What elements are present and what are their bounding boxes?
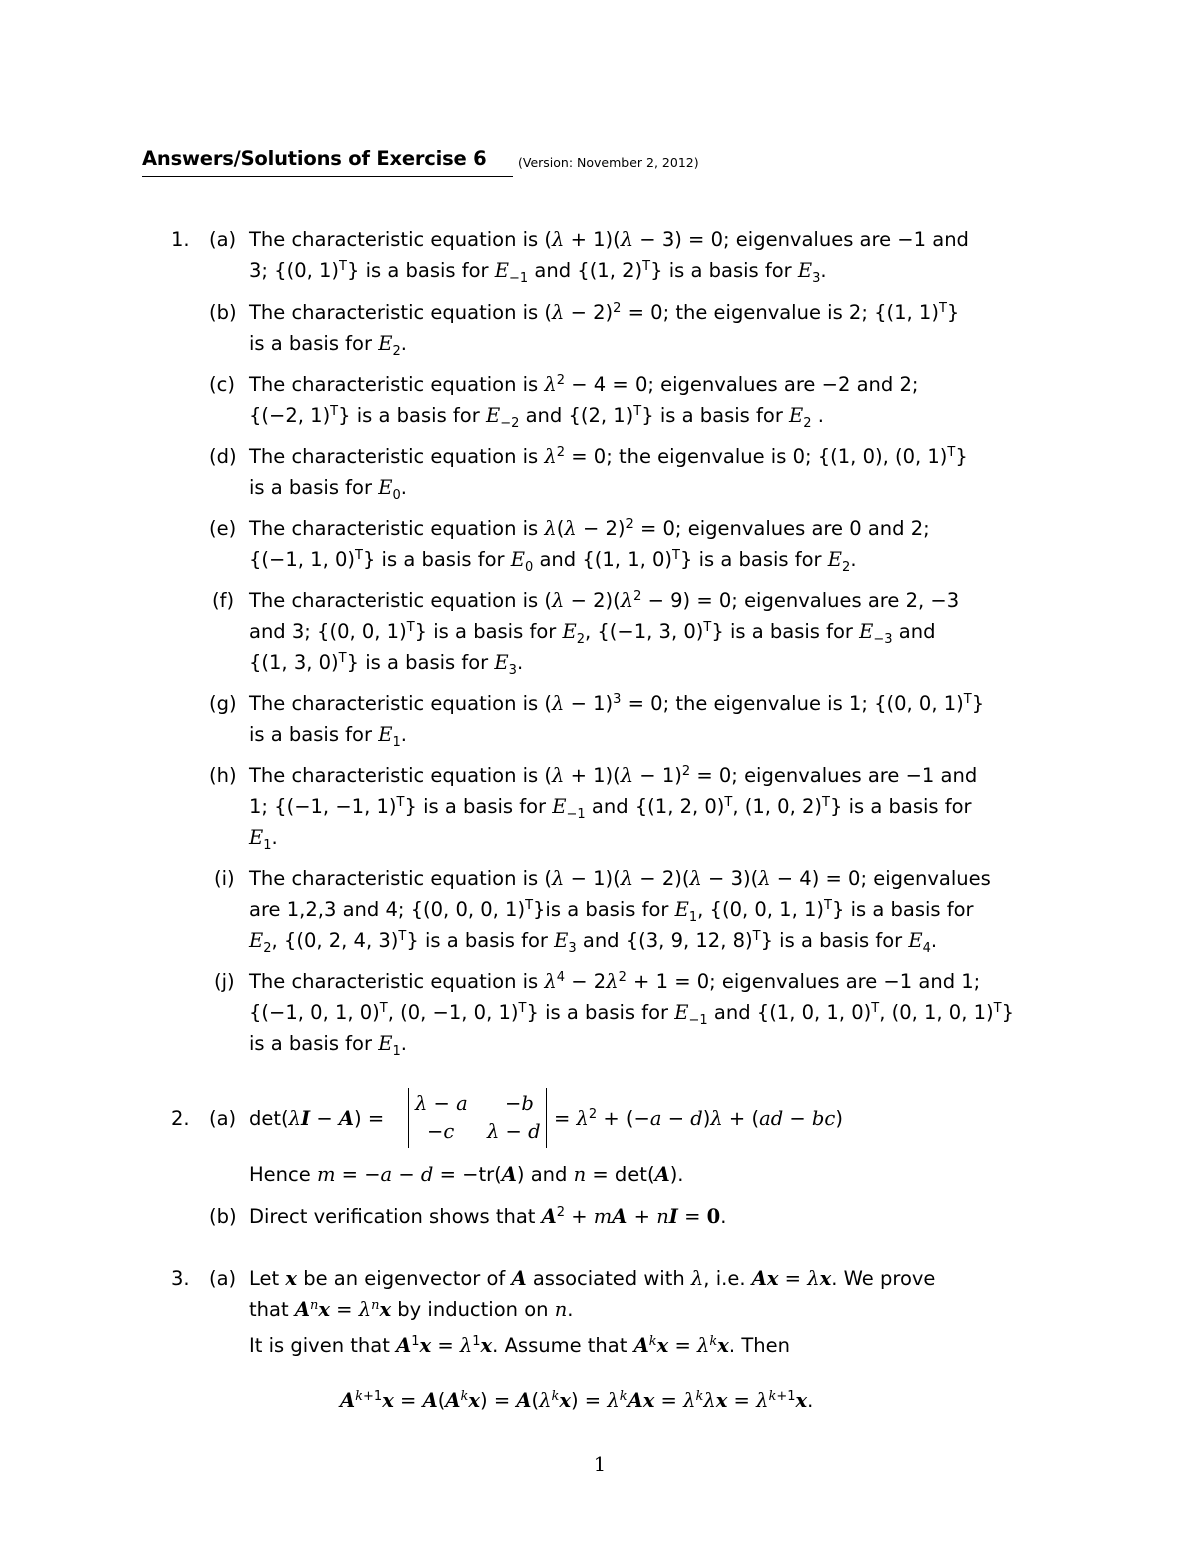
answer-1f-line-1: The characteristic equation is $(\lambda - 2)(\lambda^2 - 9) = 0$; eigenvalues are 2, −3 bbox=[249, 589, 960, 612]
answer-3a-line-1: Let x be an eigenvector of A associated with λ, i.e. Ax = λx. We prove bbox=[249, 1267, 936, 1290]
answer-1b-line-2: is a basis for $E_2$. bbox=[249, 332, 407, 359]
determinant-matrix bbox=[408, 1088, 547, 1148]
answer-1e-line-2: {(−1, 1, 0)$^T$} is a basis for $E_0$ and {(1, 1, 0)$^T$} is a basis for $E_2$. bbox=[249, 548, 857, 575]
answer-1g-line-2: is a basis for $E_1$. bbox=[249, 723, 407, 750]
answer-1h-line-1: The characteristic equation is $(\lambda + 1)(\lambda - 1)^2 = 0$; eigenvalues are −1 and bbox=[249, 764, 978, 787]
answer-1b-line-1: The characteristic equation is $(\lambda - 2)^2 = 0$; the eigenvalue is 2; {(1, 1)$^T$} bbox=[249, 301, 960, 324]
part-1f-label: (f) bbox=[212, 589, 235, 612]
part-1h-label: (h) bbox=[209, 764, 237, 787]
answer-1f-line-2: and 3; {(0, 0, 1)$^T$} is a basis for $E_2$, {(−1, 3, 0)$^T$} is a basis for $E_{-3}$ and bbox=[249, 620, 936, 647]
version-note: (Version: November 2, 2012) bbox=[518, 155, 699, 170]
answer-1h-line-2: 1; {(−1, −1, 1)$^T$} is a basis for $E_{-1}$ and {(1, 2, 0)$^T$, (1, 0, 2)$^T$} is a basis for bbox=[249, 795, 972, 822]
induction-display-equation: $A^{k+1}x = A(A^kx) = A(\lambda^kx) = \lambda^kAx = \lambda^k\lambda x = \lambda^{k+1}x$. bbox=[340, 1389, 814, 1412]
title-text: Answers/Solutions of Exercise 6 bbox=[142, 147, 487, 170]
answer-2a-hence: Hence m = −a − d = −tr(A) and n = det(A). bbox=[249, 1163, 684, 1186]
answer-1j-line-3: is a basis for $E_1$. bbox=[249, 1032, 407, 1059]
answer-1h-line-3: $E_1$. bbox=[249, 826, 278, 853]
answer-1d-line-2: is a basis for $E_0$. bbox=[249, 476, 407, 503]
part-1e-label: (e) bbox=[209, 517, 237, 540]
matrix-cell-12: −b bbox=[505, 1092, 534, 1115]
question-2-number: 2. bbox=[171, 1107, 190, 1130]
part-1i-label: (i) bbox=[214, 867, 235, 890]
answer-1i-line-1: The characteristic equation is (λ − 1)(λ − 2)(λ − 3)(λ − 4) = 0; eigenvalues bbox=[249, 867, 991, 890]
answer-2a-rhs: = $\lambda^2 + (-a - d)\lambda + (ad - bc)$ bbox=[554, 1107, 843, 1130]
document-title bbox=[142, 146, 699, 177]
answer-2a-lhs: det(λI − A) = bbox=[249, 1107, 385, 1130]
part-3a-label: (a) bbox=[209, 1267, 237, 1290]
matrix-cell-22: λ − d bbox=[487, 1120, 541, 1143]
matrix-cell-11: λ − a bbox=[415, 1092, 468, 1115]
answer-3a-line-3: It is given that $A^1x = \lambda^1x$. Assume that $A^kx = \lambda^kx$. Then bbox=[249, 1334, 790, 1357]
part-1c-label: (c) bbox=[209, 373, 235, 396]
answer-1e-line-1: The characteristic equation is $\lambda(\lambda - 2)^2 = 0$; eigenvalues are 0 and 2; bbox=[249, 517, 930, 540]
answer-1i-line-2: are 1,2,3 and 4; {(0, 0, 0, 1)$^T$}is a basis for $E_1$, {(0, 0, 1, 1)$^T$} is a basis for bbox=[249, 898, 974, 925]
answer-1f-line-3: {(1, 3, 0)$^T$} is a basis for $E_3$. bbox=[249, 651, 524, 678]
answer-1j-line-2: {(−1, 0, 1, 0)$^T$, (0, −1, 0, 1)$^T$} is a basis for $E_{-1}$ and {(1, 0, 1, 0)$^T$, (0, 1, 0, 1)$^T$} bbox=[249, 1001, 1014, 1028]
question-1-number: 1. bbox=[171, 228, 190, 251]
part-1a-label: (a) bbox=[209, 228, 237, 251]
part-2b-label: (b) bbox=[209, 1205, 237, 1228]
part-1b-label: (b) bbox=[209, 301, 237, 324]
answer-1j-line-1: The characteristic equation is $\lambda^4 - 2\lambda^2 + 1 = 0$; eigenvalues are −1 and 1; bbox=[249, 970, 981, 993]
question-3-number: 3. bbox=[171, 1267, 190, 1290]
part-1g-label: (g) bbox=[209, 692, 237, 715]
answer-1a-line-1: The characteristic equation is (λ + 1)(λ − 3) = 0; eigenvalues are −1 and bbox=[249, 228, 969, 251]
matrix-cell-21: −c bbox=[427, 1120, 455, 1143]
page-number: 1 bbox=[593, 1453, 607, 1476]
part-2a-label: (a) bbox=[209, 1107, 237, 1130]
answer-1c-line-1: The characteristic equation is $\lambda^2 - 4 = 0$; eigenvalues are −2 and 2; bbox=[249, 373, 919, 396]
answer-1c-line-2: {(−2, 1)$^T$} is a basis for $E_{-2}$ and {(2, 1)$^T$} is a basis for $E_2$ . bbox=[249, 404, 824, 431]
answer-3a-line-2: that $A^nx = \lambda^nx$ by induction on n. bbox=[249, 1298, 574, 1321]
answer-1a-line-2: 3; {(0, 1)$^T$} is a basis for $E_{-1}$ and {(1, 2)$^T$} is a basis for $E_3$. bbox=[249, 259, 827, 286]
answer-1i-line-3: $E_2$, {(0, 2, 4, 3)$^T$} is a basis for $E_3$ and {(3, 9, 12, 8)$^T$} is a basis for $E_4$. bbox=[249, 929, 938, 956]
part-1j-label: (j) bbox=[214, 970, 235, 993]
answer-2b-line: Direct verification shows that $A^2$ + mA + nI = 0. bbox=[249, 1205, 727, 1228]
answer-1d-line-1: The characteristic equation is $\lambda^2 = 0$; the eigenvalue is 0; {(1, 0), (0, 1)$^T$} bbox=[249, 445, 968, 468]
part-1d-label: (d) bbox=[209, 445, 237, 468]
answer-1g-line-1: The characteristic equation is $(\lambda - 1)^3 = 0$; the eigenvalue is 1; {(0, 0, 1)$^T$} bbox=[249, 692, 985, 715]
